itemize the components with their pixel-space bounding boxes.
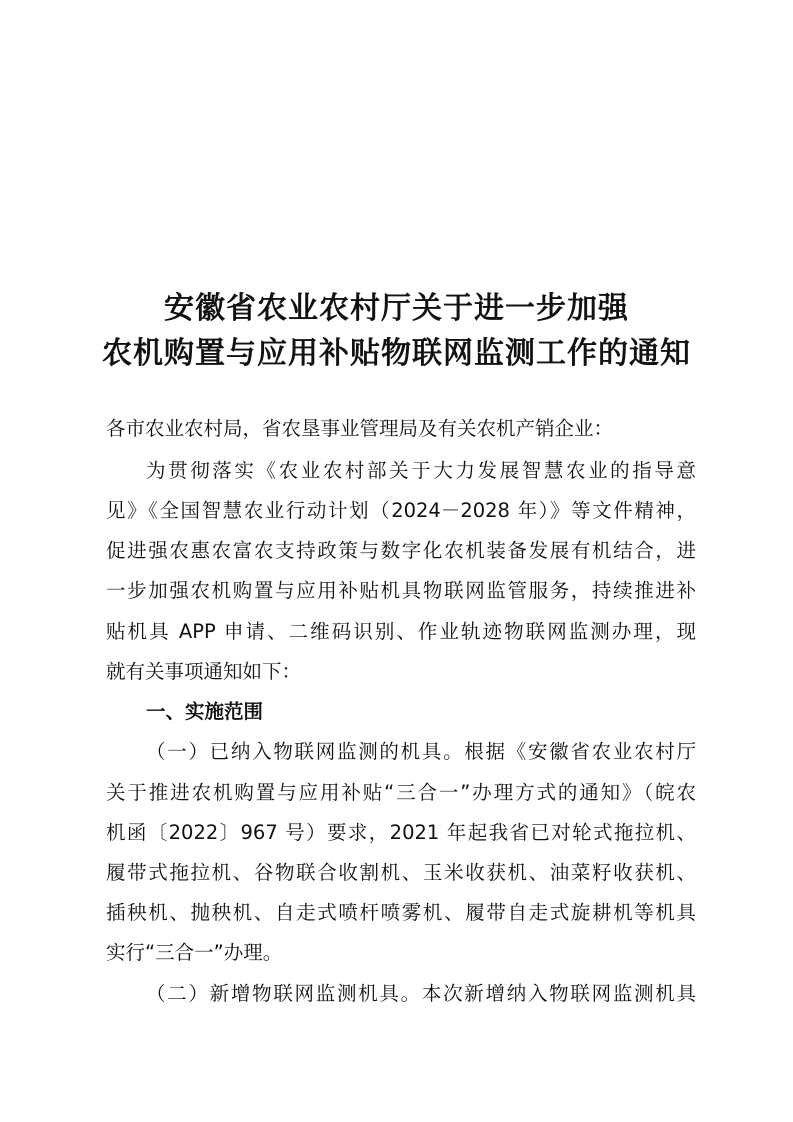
paragraph-2-line: 插秧机、抛秧机、自走式喷杆喷雾机、履带自走式旋耕机等机具 (106, 901, 696, 924)
paragraph-3-line: （二）新增物联网监测机具。本次新增纳入物联网监测机具 (146, 982, 696, 1005)
paragraph-2-line: 关于推进农机购置与应用补贴“三合一”办理方式的通知》（皖农 (106, 781, 696, 804)
paragraph-2-line: 实行“三合一”办理。 (106, 941, 283, 964)
paragraph-2-line: （一）已纳入物联网监测的机具。根据《安徽省农业农村厅 (146, 740, 696, 763)
paragraph-1-line: 见》《全国智慧农业行动计划（2024－2028 年）》等文件精神， (106, 499, 696, 522)
document-title-line-1: 安徽省农业农村厅关于进一步加强 (164, 291, 629, 326)
paragraph-1-line: 一步加强农机购置与应用补贴机具物联网监管服务，持续推进补 (106, 579, 696, 602)
document-title-line-2: 农机购置与应用补贴物联网监测工作的通知 (102, 336, 691, 371)
paragraph-2-line: 履带式拖拉机、谷物联合收割机、玉米收获机、油菜籽收获机、 (106, 861, 696, 884)
paragraph-1-line: 就有关事项通知如下： (106, 660, 302, 683)
section-1-heading: 一、实施范围 (146, 700, 264, 723)
paragraph-2-line: 机函〔2022〕967 号）要求，2021 年起我省已对轮式拖拉机、 (106, 821, 696, 844)
paragraph-1-line: 促进强农惠农富农支持政策与数字化农机装备发展有机结合，进 (106, 539, 696, 562)
paragraph-1-line: 贴机具 APP 申请、二维码识别、作业轨迹物联网监测办理，现 (106, 620, 696, 643)
salutation: 各市农业农村局，省农垦事业管理局及有关农机产销企业： (106, 417, 614, 440)
paragraph-1-line: 为贯彻落实《农业农村部关于大力发展智慧农业的指导意 (146, 459, 696, 482)
